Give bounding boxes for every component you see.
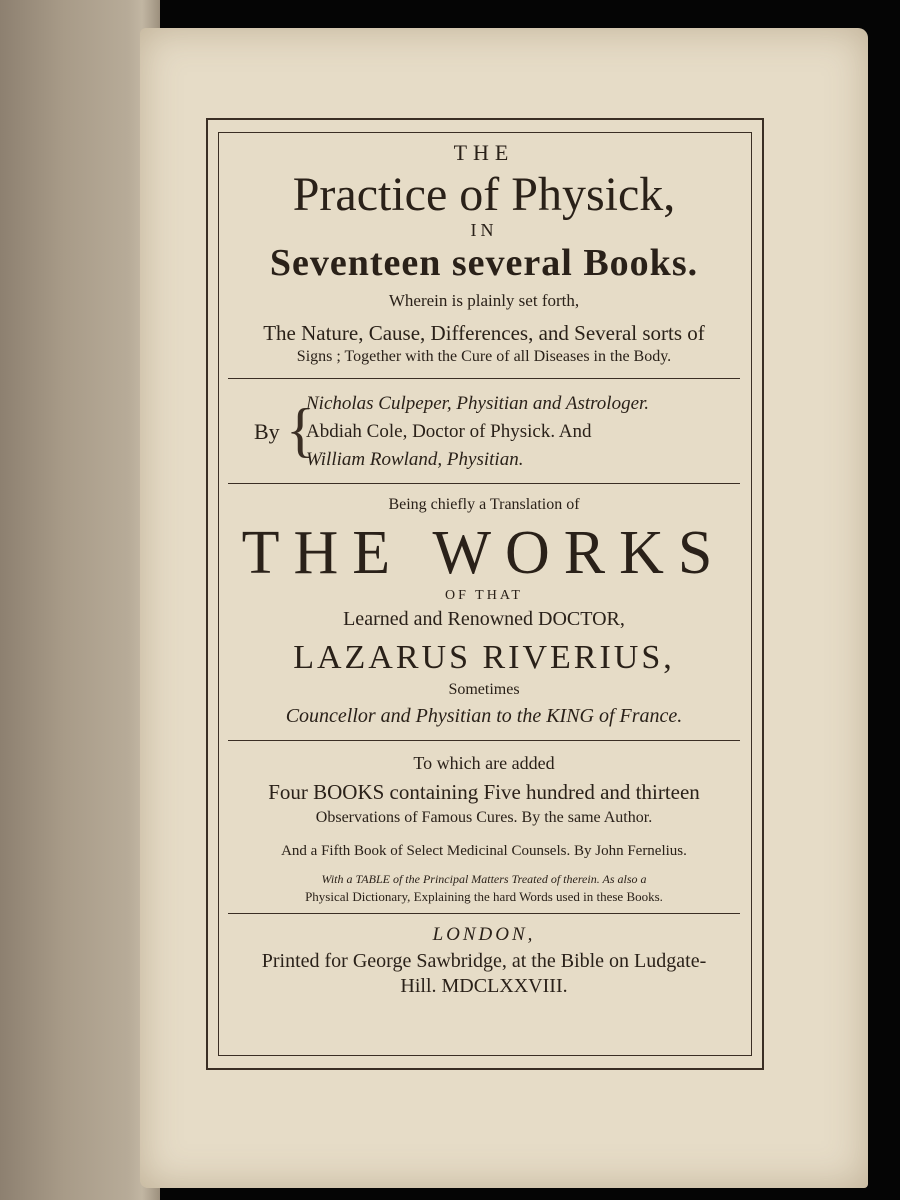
- book-cover-board: [0, 0, 160, 1200]
- being-line: Being chiefly a Translation of: [388, 496, 580, 513]
- of-that-line: OF THAT: [445, 588, 523, 603]
- author-rowland: William Rowland, Physitian.: [306, 449, 524, 470]
- table-line: With a TABLE of the Principal Matters Treated of therein. As also a: [321, 872, 647, 886]
- divider-rule: [228, 483, 740, 484]
- divider-rule: [228, 913, 740, 914]
- authors-block: [222, 389, 746, 477]
- divider-rule: [228, 740, 740, 741]
- author-name-heading: LAZARUS RIVERIUS,: [293, 639, 675, 676]
- author-culpeper: Nicholas Culpeper, Physitian and Astrologer.: [306, 393, 650, 414]
- signs-line: Signs ; Together with the Cure of all Diseases in the Body.: [296, 348, 672, 365]
- four-books-line: Four BOOKS containing Five hundred and thirteen: [268, 780, 700, 804]
- heading-the: THE: [453, 140, 515, 165]
- observations-line: Observations of Famous Cures. By the same Author.: [315, 809, 653, 826]
- books-count-line: Seventeen several Books.: [269, 242, 699, 284]
- nature-line: The Nature, Cause, Differences, and Several sorts of: [263, 321, 705, 345]
- book-title: Practice of Physick,: [292, 168, 676, 221]
- dictionary-line: Physical Dictionary, Explaining the hard Words used in these Books.: [305, 889, 663, 904]
- title-page-text: [222, 136, 746, 1050]
- learned-line: Learned and Renowned DOCTOR,: [343, 608, 625, 630]
- sometimes-line: Sometimes: [448, 681, 520, 698]
- wherein-line: Wherein is plainly set forth,: [388, 291, 580, 310]
- brace-glyph: {: [286, 397, 315, 463]
- author-cole: Abdiah Cole, Doctor of Physick. And: [306, 421, 592, 442]
- works-heading: THE WORKS: [241, 519, 727, 587]
- by-label: By: [254, 419, 280, 444]
- councellor-line: Councellor and Physitian to the KING of France.: [285, 705, 683, 727]
- fifth-book-line: And a Fifth Book of Select Medicinal Counsels. By John Fernelius.: [281, 843, 687, 859]
- london-line: LONDON,: [432, 924, 536, 945]
- heading-in: IN: [470, 220, 498, 240]
- divider-rule: [228, 378, 740, 379]
- imprint-date-line: Hill. MDCLXXVIII.: [400, 975, 568, 997]
- imprint-line: Printed for George Sawbridge, at the Bible on Ludgate-: [261, 950, 707, 972]
- added-line: To which are added: [413, 753, 555, 773]
